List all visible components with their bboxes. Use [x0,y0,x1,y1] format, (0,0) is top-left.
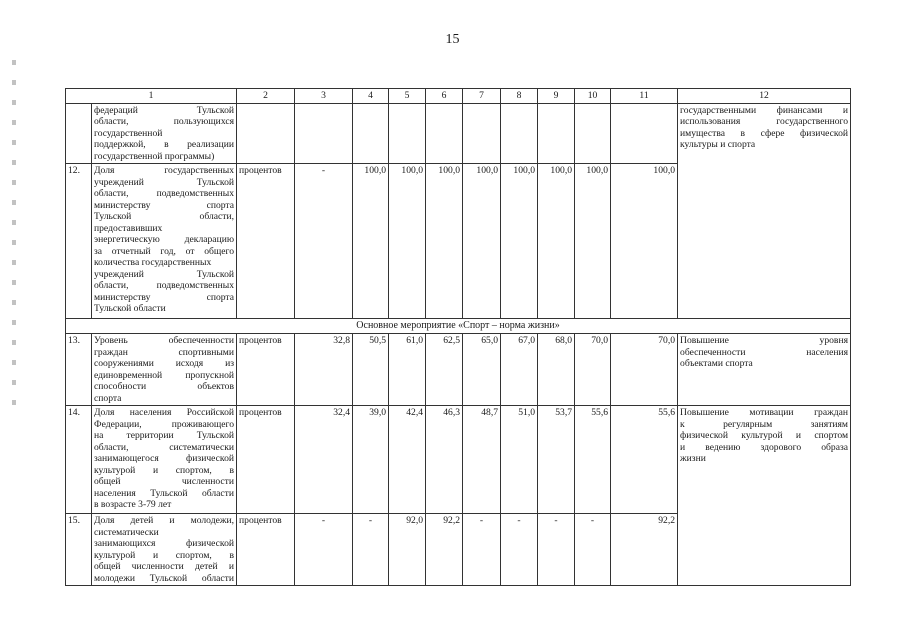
indicators-table [65,88,851,586]
value-cell: 61,0 [389,334,426,406]
indicator-name-line: области, пользующихся [94,116,235,127]
unit-cell: процентов [237,164,295,319]
indicator-name-cell [92,103,237,164]
indicator-name-cell [92,514,237,586]
header-col-12: 12 [678,89,851,104]
unit-cell: процентов [237,334,295,406]
indicator-name-line: предоставивших [94,222,163,234]
indicator-name-line: поддержкой, в реализации [94,139,235,150]
indicator-name-cell [92,334,237,406]
value-cell: 100,0 [501,164,538,319]
indicator-name-line: населения Тульской области [94,487,235,499]
section-title: Основное мероприятие «Спорт – норма жизни» [66,319,851,334]
indicator-name-line: Тульской области, [94,211,235,222]
header-col-10: 10 [575,89,611,104]
indicator-name-line: Тульской области [94,303,166,314]
value-cell [389,103,426,164]
indicator-name-line: государственной [94,127,163,139]
header-col-8: 8 [501,89,538,104]
result-line: использования государственного [680,116,849,127]
indicator-name-line: Доля государственных [94,165,235,176]
indicator-name-line: занимающегося физической [94,453,235,464]
indicator-name-line: области, систематически [94,441,235,453]
base-value-cell: - [295,164,353,319]
result-line: культуры и спорта [680,139,756,150]
value-cell: - [353,514,389,586]
value-cell [463,103,501,164]
base-value-cell: 32,4 [295,406,353,514]
value-cell: 62,5 [426,334,463,406]
result-line: Повышение уровня [680,335,849,346]
value-cell: 100,0 [426,164,463,319]
value-cell: 68,0 [538,334,575,406]
result-line: обеспеченности населения [680,346,849,358]
indicator-name-line: культурой и спортом, в [94,549,235,561]
result-line: и ведению здорового образа [680,441,849,453]
indicator-name-line: Уровень обеспеченности [94,335,235,346]
value-cell [426,103,463,164]
table-row-14 [66,406,851,514]
header-col-5: 5 [389,89,426,104]
table-row-continuation [66,103,851,164]
value-cell: 50,5 [353,334,389,406]
value-cell [353,103,389,164]
indicator-name-line: спорта [94,392,122,404]
value-cell: 51,0 [501,406,538,514]
indicator-name-line: способности объектов [94,381,235,392]
value-cell: 53,7 [538,406,575,514]
result-line: физической культурой и спортом [680,430,849,441]
indicator-name-line: учреждений Тульской [94,268,235,280]
value-cell: 100,0 [575,164,611,319]
expected-result-cell [678,103,851,319]
indicator-name-line: занимающихся физической [94,538,235,549]
header-col-1: 1 [66,89,237,104]
indicator-name-line: на территории Тульской [94,430,235,441]
base-value-cell: 32,8 [295,334,353,406]
value-cell [611,103,678,164]
value-cell: 67,0 [501,334,538,406]
indicator-name-line: в возрасте 3-79 лет [94,499,172,510]
indicator-name-line: систематически [94,526,159,538]
value-cell: 70,0 [575,334,611,406]
indicator-name-cell [92,406,237,514]
indicator-name-line: области, подведомственных [94,188,235,199]
section-row [66,319,851,334]
indicator-name-line: количества государственных [94,257,212,268]
header-col-9: 9 [538,89,575,104]
indicator-name-line: единовременной пропускной [94,369,235,381]
value-cell: 65,0 [463,334,501,406]
indicator-name-line: Доля детей и молодежи, [94,515,235,526]
expected-result-cell [678,334,851,406]
row-number: 14. [66,406,92,514]
result-line: имущества в сфере физической [680,127,849,139]
value-cell: 92,0 [389,514,426,586]
indicator-name-cell [92,164,237,319]
row-number: 12. [66,164,92,319]
header-col-7: 7 [463,89,501,104]
header-col-3: 3 [295,89,353,104]
value-cell: 70,0 [611,334,678,406]
value-cell: - [575,514,611,586]
value-cell: 100,0 [353,164,389,319]
value-cell: 92,2 [611,514,678,586]
indicator-name-line: области, подведомственных [94,280,235,291]
value-cell: 39,0 [353,406,389,514]
value-cell [501,103,538,164]
indicator-name-line: министерству спорта [94,291,235,303]
value-cell: 55,6 [575,406,611,514]
row-number: 15. [66,514,92,586]
binding-margin-marks [12,60,16,420]
unit-cell [237,103,295,164]
value-cell: 100,0 [611,164,678,319]
result-line: Повышение мотивации граждан [680,407,849,418]
value-cell: 48,7 [463,406,501,514]
header-col-4: 4 [353,89,389,104]
row-number: 13. [66,334,92,406]
indicator-name-line: общей численности [94,476,235,487]
value-cell: 55,6 [611,406,678,514]
value-cell: 100,0 [389,164,426,319]
header-col-11: 11 [611,89,678,104]
indicator-name-line: за отчетный год, от общего [94,245,235,257]
indicator-name-line: Федерации, проживающего [94,418,235,430]
base-value-cell [295,103,353,164]
result-line: государственными финансами и [680,104,849,116]
indicator-name-line: министерству спорта [94,199,235,211]
value-cell: 92,2 [426,514,463,586]
value-cell: 100,0 [463,164,501,319]
page-number: 15 [445,32,460,47]
base-value-cell: - [295,514,353,586]
indicator-name-line: государственной программы) [94,150,215,162]
value-cell: 42,4 [389,406,426,514]
value-cell: 46,3 [426,406,463,514]
indicator-name-line: молодежи Тульской области [94,572,235,584]
indicator-name-line: Доля населения Российской [94,407,235,418]
value-cell: - [463,514,501,586]
indicator-name-line: федераций Тульской [94,104,235,116]
header-col-6: 6 [426,89,463,104]
value-cell [575,103,611,164]
unit-cell: процентов [237,514,295,586]
indicator-name-line: сооружениями исходя из [94,358,235,369]
unit-cell: процентов [237,406,295,514]
indicator-name-line: общей численности детей и [94,561,235,572]
indicator-name-line: энергетическую декларацию [94,234,235,245]
value-cell: - [538,514,575,586]
indicator-name-line: граждан спортивными [94,346,235,358]
header-row [66,89,851,104]
result-line: жизни [680,453,706,464]
indicator-name-line: учреждений Тульской [94,176,235,188]
value-cell: 100,0 [538,164,575,319]
expected-result-cell [678,406,851,586]
table-row-13 [66,334,851,406]
row-number-cell [66,103,92,164]
result-line: объектами спорта [680,358,753,369]
result-line: к регулярным занятиям [680,418,849,430]
indicator-name-line: культурой и спортом, в [94,464,235,476]
value-cell: - [501,514,538,586]
header-col-2: 2 [237,89,295,104]
value-cell [538,103,575,164]
